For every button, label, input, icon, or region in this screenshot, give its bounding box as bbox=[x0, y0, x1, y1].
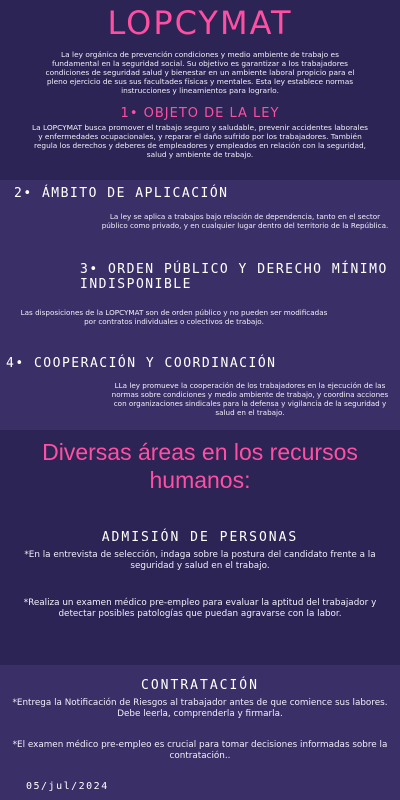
section4-heading: 4• COOPERACIÓN Y COORDINACIÓN bbox=[6, 356, 277, 371]
section1-text: La LOPCYMAT busca promover el trabajo seguro y saludable, prevenir accidentes laborales y enfermedades ocupacionales, y reparar el daño sufrido por los trabajadores. También regula los derechos y deberes de empleadores y empleados en relación con la seguridad, salud y ambiente de trabajo. bbox=[31, 123, 369, 159]
contratacion-paragraph-2: *El examen médico pre-empleo es crucial para tomar decisiones informadas sobre la contratación.. bbox=[12, 740, 388, 761]
intro-text: La ley orgánica de prevención condiciones y medio ambiente de trabajo es fundamental en la seguridad social. Su objetivo es garantizar a los trabajadores condiciones de seguridad salud y bienestar en un ambiente laboral propicio para el pleno ejercicio de sus sus facultades físicas y mentales. Esta ley establece normas instrucciones y lineamientos para lograrlo. bbox=[45, 50, 355, 95]
hr-heading: Diversas áreas en los recursos humanos: bbox=[42, 439, 358, 493]
admision-paragraph-1: *En la entrevista de selección, indaga sobre la postura del candidato frente a la seguridad y salud en el trabajo. bbox=[24, 550, 376, 571]
section3-heading: 3• ORDEN PÚBLICO Y DERECHO MÍNIMO INDISPONIBLE bbox=[80, 262, 388, 292]
page-title: LOPCYMAT bbox=[107, 4, 293, 42]
section1-heading: 1• OBJETO DE LA LEY bbox=[120, 106, 280, 121]
date-label: 05/jul/2024 bbox=[26, 781, 109, 792]
admision-heading: ADMISIÓN DE PERSONAS bbox=[101, 530, 299, 545]
section2-heading: 2• ÁMBITO DE APLICACIÓN bbox=[14, 186, 229, 201]
contratacion-heading: CONTRATACIÓN bbox=[141, 678, 259, 693]
section3-text: Las disposiciones de la LOPCYMAT son de orden público y no pueden ser modificadas por contratos individuales o colectivos de trabajo. bbox=[20, 308, 328, 326]
contratacion-paragraph-1: *Entrega la Notificación de Riesgos al trabajador antes de que comience sus labores. Debe leerla, comprenderla y firmarla. bbox=[12, 698, 388, 719]
section2-text: La ley se aplica a trabajos bajo relación de dependencia, tanto en el sector público como privado, y en cualquier lugar dentro del territorio de la República. bbox=[101, 212, 389, 230]
section4-text: LLa ley promueve la cooperación de los trabajadores en la ejecución de las normas sobre condiciones y medio ambiente de trabajo, y coordina acciones con organizaciones sindicales para la defensa y vigilancia de la seguridad y salud en el trabajo. bbox=[111, 381, 389, 417]
admision-paragraph-2: *Realiza un examen médico pre-empleo para evaluar la aptitud del trabajador y detectar posibles patologías que puedan agravarse con la labor. bbox=[23, 598, 377, 619]
